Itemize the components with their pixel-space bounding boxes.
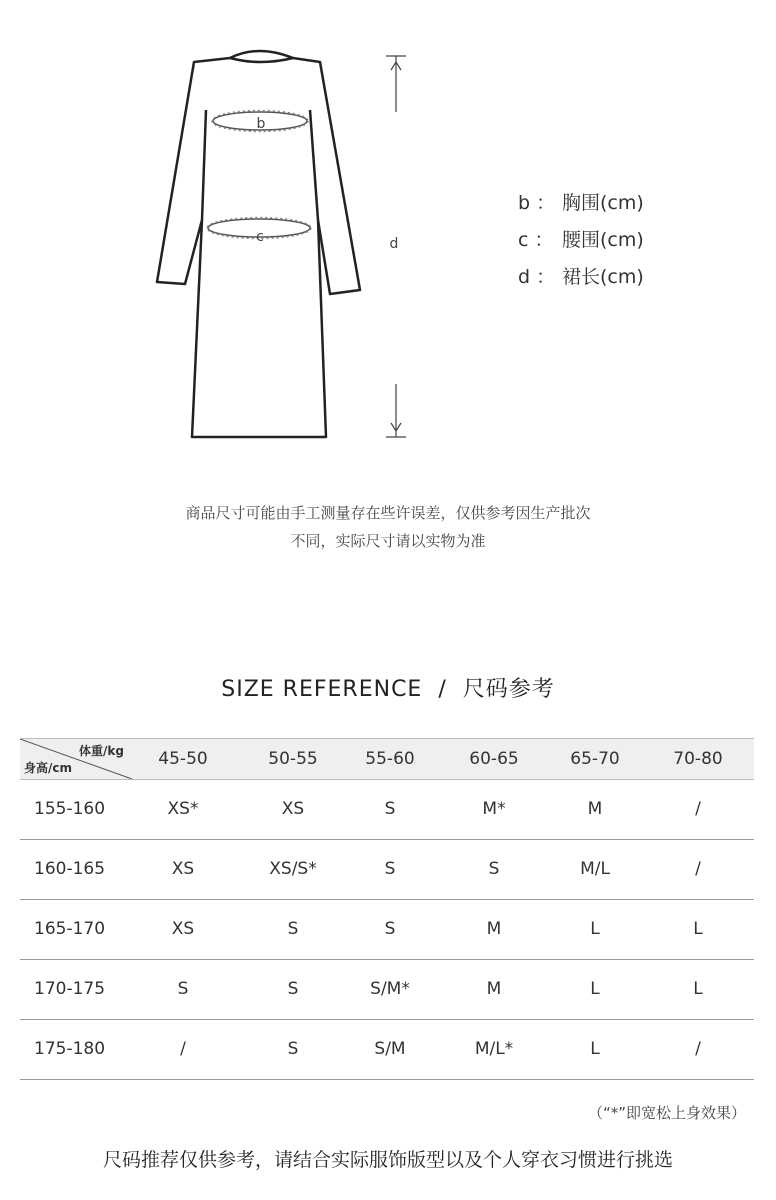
size-cell: XS — [171, 859, 195, 879]
label-b: b — [256, 116, 266, 132]
size-cell: L — [693, 979, 703, 999]
height-row-label: 170-175 — [34, 979, 106, 999]
size-cell: S — [488, 859, 500, 879]
size-cell: L — [590, 1039, 600, 1059]
height-row-label: 155-160 — [34, 799, 106, 819]
weight-column-header: 55-60 — [365, 749, 415, 769]
size-cell: M — [486, 919, 502, 939]
table-row — [20, 900, 754, 960]
table-row — [20, 780, 754, 840]
height-row-label: 165-170 — [34, 919, 106, 939]
legend-item-length — [518, 262, 644, 299]
legend-key: d ： — [518, 266, 556, 288]
size-cell: M/L* — [474, 1039, 514, 1059]
size-cell: / — [695, 859, 701, 879]
weight-column-header: 60-65 — [469, 749, 519, 769]
size-cell: / — [695, 1039, 701, 1059]
size-cell: / — [695, 799, 701, 819]
size-cell: M — [587, 799, 603, 819]
legend-text: 胸围(cm) — [562, 192, 644, 214]
table-row — [20, 960, 754, 1020]
size-cell: S — [177, 979, 189, 999]
measurement-notice-line-2: 不同，实际尺寸请以实物为准 — [290, 532, 486, 550]
size-cell: S — [287, 979, 299, 999]
size-reference-title: SIZE REFERENCE / 尺码参考 — [221, 677, 555, 702]
loose-fit-note: （“*”即宽松上身效果） — [587, 1104, 746, 1122]
table-row — [20, 840, 754, 900]
height-row-label: 160-165 — [34, 859, 106, 879]
legend-key: c ： — [518, 229, 554, 251]
size-reference-table — [20, 738, 754, 1080]
legend-text: 裙长(cm) — [562, 266, 644, 288]
size-cell: M* — [482, 799, 506, 819]
size-cell: XS* — [167, 799, 199, 819]
size-cell: L — [693, 919, 703, 939]
size-cell: L — [590, 979, 600, 999]
size-advice: 尺码推荐仅供参考，请结合实际服饰版型以及个人穿衣习惯进行挑选 — [102, 1149, 673, 1171]
size-cell: S — [287, 1039, 299, 1059]
size-cell: S — [384, 919, 396, 939]
size-cell: S/M — [374, 1039, 406, 1059]
height-row-label: 175-180 — [34, 1039, 106, 1059]
dress-measurement-diagram — [0, 0, 776, 460]
corner-weight-label: 体重/kg — [79, 744, 124, 758]
size-cell: M/L — [580, 859, 610, 879]
label-d: d — [389, 236, 399, 252]
corner-height-label: 身高/cm — [24, 761, 73, 775]
legend-item-waist — [518, 225, 644, 262]
size-cell: L — [590, 919, 600, 939]
weight-column-header: 70-80 — [673, 749, 723, 769]
size-cell: / — [180, 1039, 186, 1059]
weight-column-header: 65-70 — [570, 749, 620, 769]
table-header-row — [20, 738, 754, 780]
size-cell: S — [384, 859, 396, 879]
weight-column-header: 45-50 — [158, 749, 208, 769]
size-cell: S/M* — [370, 979, 410, 999]
size-cell: XS — [171, 919, 195, 939]
measurement-legend — [518, 188, 644, 299]
size-cell: XS — [281, 799, 305, 819]
measurement-notice-line-1: 商品尺寸可能由手工测量存在些许误差，仅供参考因生产批次 — [185, 504, 591, 522]
label-c: c — [256, 229, 264, 245]
size-cell: XS/S* — [269, 859, 317, 879]
size-cell: S — [384, 799, 396, 819]
table-corner-cell — [20, 739, 132, 779]
weight-column-header: 50-55 — [268, 749, 318, 769]
size-cell: S — [287, 919, 299, 939]
legend-key: b ： — [518, 192, 556, 214]
legend-item-bust — [518, 188, 644, 225]
table-row — [20, 1020, 754, 1080]
size-cell: M — [486, 979, 502, 999]
legend-text: 腰围(cm) — [562, 229, 644, 251]
